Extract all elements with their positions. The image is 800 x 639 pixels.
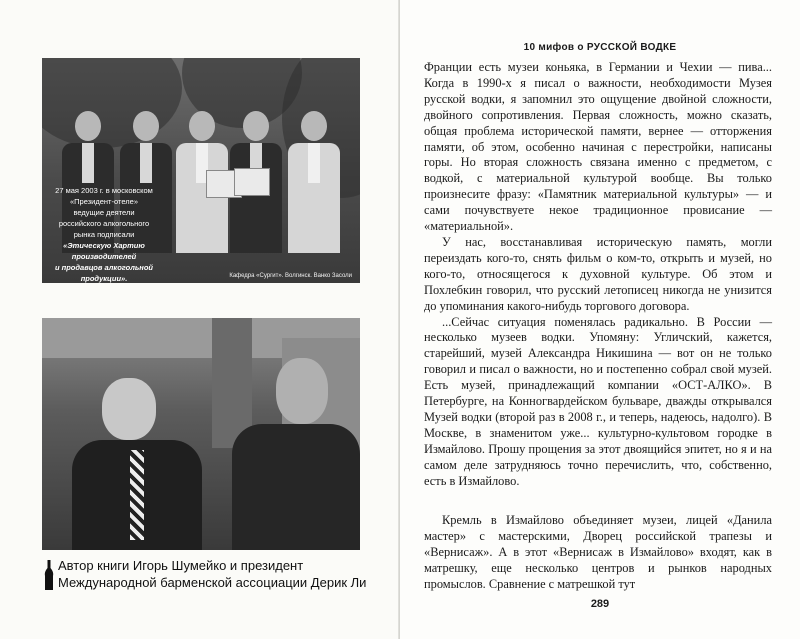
paragraph: Франции есть музеи коньяка, в Германии и Чехии — пива... Когда в 1990-х я писал о важности, необходимости Музея русской водки, я запомнил это ощущение двойной сложности, двойного сопротивления. Первая сложность, можно сказать, общая проблема исторической памяти, вернее — отторжения памяти, об этом, особенно начиная с перестройки, написаны горы. Но вторая сложность связана именно с предметом, с водкой, с материальной культурой вообще. Вы только произнесите фразу: «Памятник материальной культуры» — и сами почувствуете некое традиционное провисание — «материальной». xyxy=(424,60,772,234)
photo1-caption-line: продукции». xyxy=(80,274,128,283)
running-head: 10 мифов о РУССКОЙ ВОДКЕ xyxy=(523,42,677,53)
photo2-caption: Автор книги Игорь Шумейко и президент Международной барменской ассоциации Дерик Ли xyxy=(58,558,367,590)
photo-charter-signing xyxy=(42,58,360,283)
paragraph: У нас, восстанавливая историческую память, могли переиздать кого-то, снять фильм о ком-то, открыть и музей, но кого-то, относящегося к духовной культуре. Об этом и Похлебкин говорил, что русский летописец никогда не унизится до упоминания какого-нибудь торгового договора. xyxy=(424,234,772,313)
right-page xyxy=(400,0,800,639)
photo1-caption-line: российского алкогольного xyxy=(58,219,150,228)
photo1-caption-line: 27 мая 2003 г. в московском xyxy=(55,186,153,195)
photo1-caption-line: «Президент-отеле» xyxy=(70,197,138,206)
photo1-caption-line: производителей xyxy=(71,252,137,261)
photo1-credit: Кафедра «Сургит». Волгинск. Ванко Засоли xyxy=(229,273,352,279)
paragraph: ...Сейчас ситуация поменялась радикально. В России — несколько музеев водки. Упомяну: Угличский, кажется, старейший, музей Александра Никишина — вот он не только говорил и писал о важности, но и постепенно собрал свой музей. Есть музей, принадлежащий компании «ОСТ-АЛКО». В Петербурге, на Конногвардейском бульваре, дважды открывался Музей водки (второй раз в 2008 г., и теперь, надеюсь, надолго). В Москве, в знаменитом уже... культурно-культовом городке в Измайлово. Прошу прощения за этот двоящийся эпитет, но я и на самом деле затрудняюсь точно перечислить, что, собственно, есть в Измайлово. xyxy=(424,314,772,488)
paragraph: Кремль в Измайлово объединяет музеи, лицей «Данила мастер» с мастерскими, Дворец российской трапезы и «Вернисаж». А в этот «Вернисаж в Измайлово» входят, как в матрешку, еще несколько центров и рынков народных промыслов. Сравнение с матрешкой тут xyxy=(424,513,772,592)
photo1-caption-line: «Этическую Хартию xyxy=(63,241,145,250)
photo1-caption xyxy=(44,185,164,283)
photo1-caption-line: и продавцов алкогольной xyxy=(54,263,154,272)
page-number: 289 xyxy=(590,598,610,610)
body-text xyxy=(424,60,772,593)
photo-author-and-president xyxy=(42,318,360,550)
photo1-caption-line: ведущие деятели xyxy=(73,208,135,217)
bottle-icon xyxy=(44,560,54,590)
photo1-caption-line: рынка подписали xyxy=(73,230,135,239)
